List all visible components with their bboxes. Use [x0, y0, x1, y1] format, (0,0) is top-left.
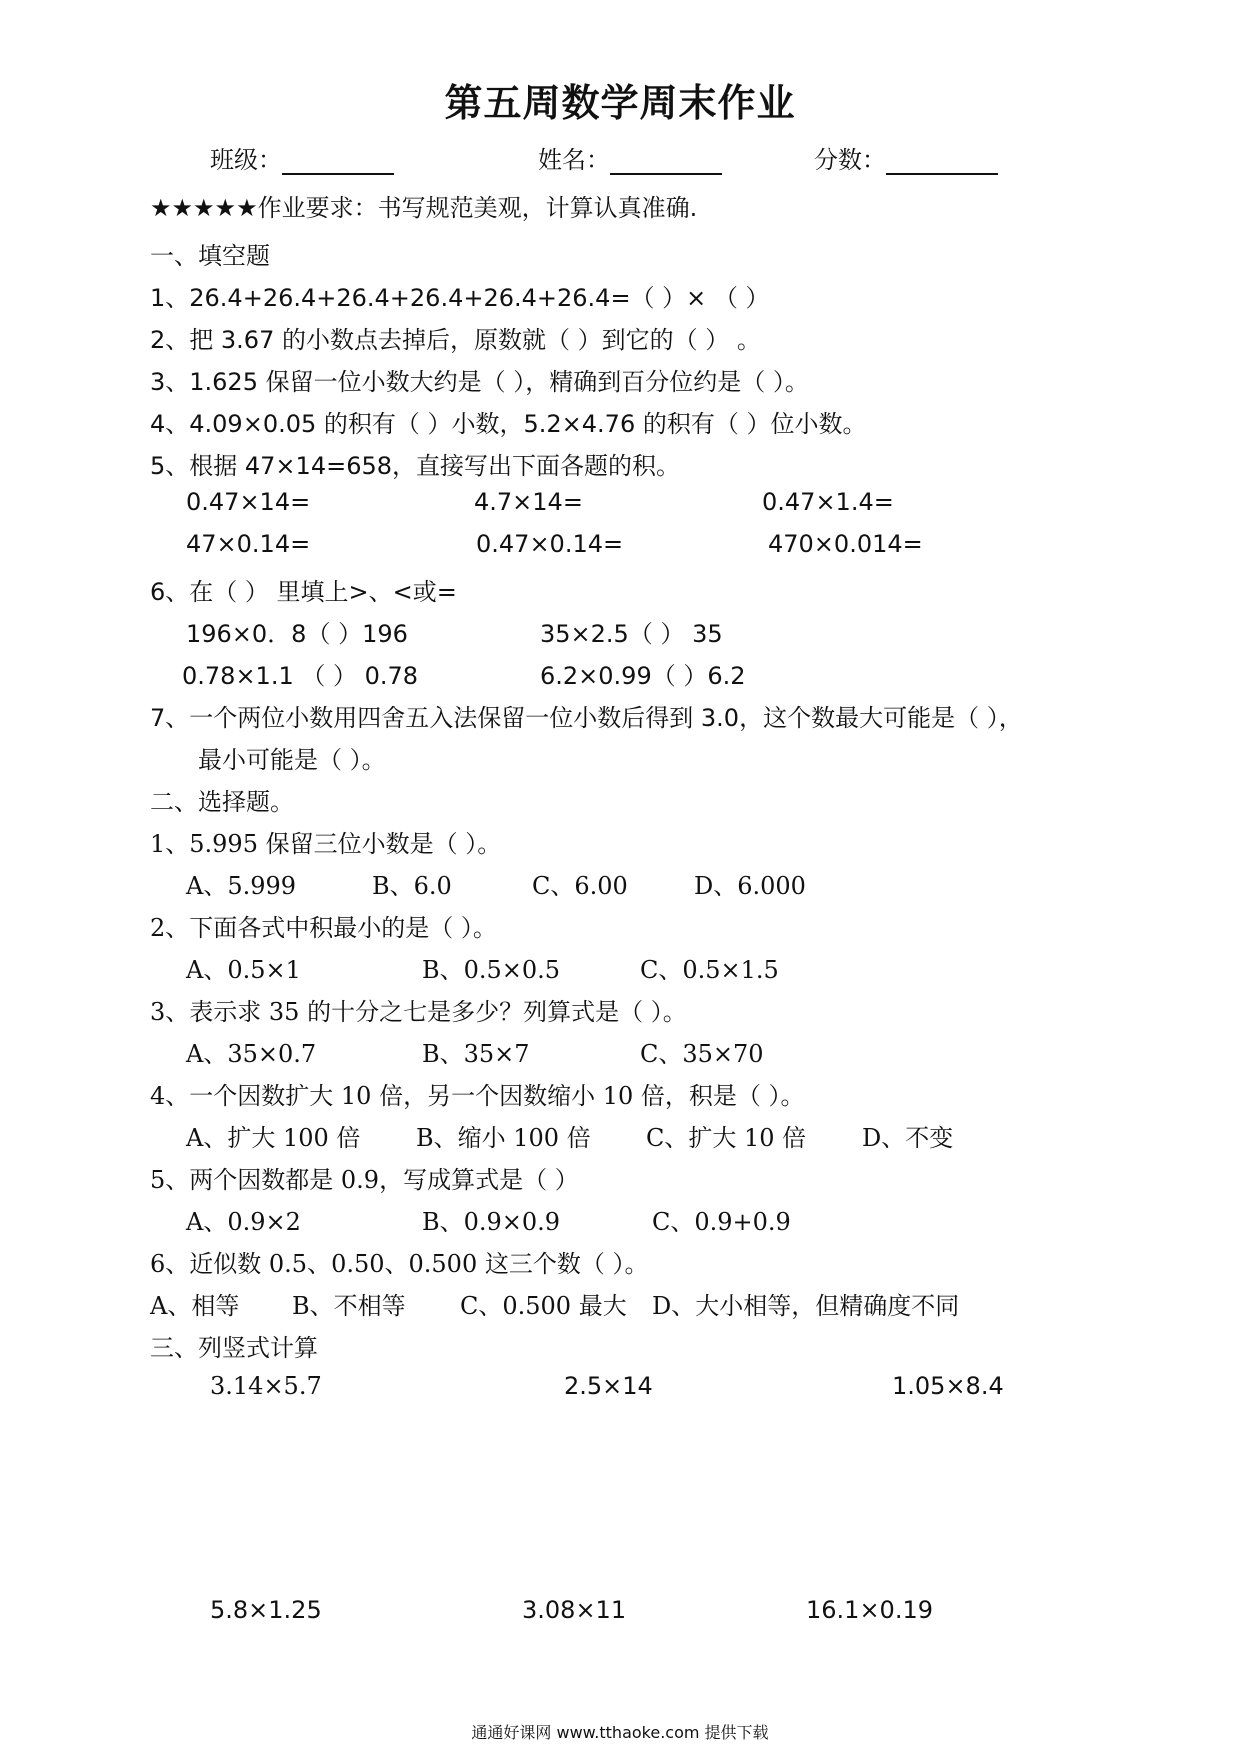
- name-blank[interactable]: [610, 147, 722, 175]
- s2-q6-option-a: A、相等: [150, 1292, 240, 1320]
- s2-q3-option-a: A、35×0.7: [186, 1040, 317, 1068]
- s1-q5-item: 47×0.14=: [186, 530, 311, 558]
- s1-question-4: 4、4.09×0.05 的积有（ ）小数，5.2×4.76 的积有（ ）位小数。: [150, 410, 867, 438]
- s2-question-5: 5、两个因数都是 0.9，写成算式是（ ）: [150, 1166, 579, 1194]
- s1-question-6: 6、在（ ） 里填上>、<或=: [150, 578, 457, 606]
- s2-question-4: 4、一个因数扩大 10 倍，另一个因数缩小 10 倍，积是（ ）。: [150, 1082, 805, 1110]
- score-blank[interactable]: [886, 147, 998, 175]
- s2-q1-option-d: D、6.000: [694, 872, 806, 900]
- s1-q5-item: 0.47×14=: [186, 488, 311, 516]
- s2-q4-option-d: D、不变: [862, 1124, 954, 1152]
- s3-calc-item: 2.5×14: [564, 1372, 653, 1400]
- s1-q5-item: 470×0.014=: [768, 530, 923, 558]
- s3-calc-item: 16.1×0.19: [806, 1596, 933, 1624]
- s2-q5-option-c: C、0.9+0.9: [652, 1208, 791, 1236]
- s3-calc-item: 1.05×8.4: [892, 1372, 1004, 1400]
- s1-q6-item: 0.78×1.1 （ ） 0.78: [182, 662, 419, 690]
- name-field: [538, 140, 722, 175]
- s1-q6-item: 6.2×0.99（ ）6.2: [540, 662, 746, 690]
- s1-q6-item: 196×0．8（ ）196: [186, 620, 408, 648]
- s2-q4-option-a: A、扩大 100 倍: [186, 1124, 361, 1152]
- s1-q5-item: 4.7×14=: [474, 488, 583, 516]
- s2-question-1: 1、5.995 保留三位小数是（ ）。: [150, 830, 502, 858]
- s2-q2-option-b: B、0.5×0.5: [422, 956, 561, 984]
- s1-q5-item: 0.47×0.14=: [476, 530, 624, 558]
- footer-text: 通通好课网 www.tthaoke.com 提供下载: [471, 1723, 769, 1742]
- s3-calc-item: 3.08×11: [522, 1596, 627, 1624]
- s2-q6-option-c: C、0.500 最大: [460, 1292, 627, 1320]
- s1-question-7-cont: 最小可能是（ ）。: [198, 746, 386, 774]
- s2-q2-option-a: A、0.5×1: [186, 956, 301, 984]
- name-label: 姓名：: [538, 146, 610, 174]
- s2-q4-option-b: B、缩小 100 倍: [416, 1124, 591, 1152]
- s1-question-2: 2、把 3.67 的小数点去掉后，原数就（ ）到它的（ ） 。: [150, 326, 761, 354]
- score-label: 分数：: [814, 146, 886, 174]
- section2-heading: 二、选择题。: [150, 788, 294, 816]
- s2-q5-option-a: A、0.9×2: [186, 1208, 301, 1236]
- s2-q3-option-c: C、35×70: [640, 1040, 764, 1068]
- s2-q4-option-c: C、扩大 10 倍: [646, 1124, 807, 1152]
- s2-question-2: 2、下面各式中积最小的是（ ）。: [150, 914, 497, 942]
- s2-q1-option-a: A、5.999: [186, 872, 297, 900]
- s2-q2-option-c: C、0.5×1.5: [640, 956, 779, 984]
- s2-question-6: 6、近似数 0.5、0.50、0.500 这三个数（ ）。: [150, 1250, 649, 1278]
- s3-calc-item: 5.8×1.25: [210, 1596, 322, 1624]
- s3-calc-item: 3.14×5.7: [210, 1372, 322, 1400]
- s2-q1-option-b: B、6.0: [372, 872, 452, 900]
- s2-q5-option-b: B、0.9×0.9: [422, 1208, 561, 1236]
- s1-q5-item: 0.47×1.4=: [762, 488, 894, 516]
- s2-q6-option-b: B、不相等: [292, 1292, 406, 1320]
- section1-heading: 一、填空题: [150, 242, 270, 270]
- s1-question-3: 3、1.625 保留一位小数大约是（ ），精确到百分位约是（ ）。: [150, 368, 809, 396]
- class-blank[interactable]: [282, 147, 394, 175]
- s2-q3-option-b: B、35×7: [422, 1040, 530, 1068]
- s1-q6-item: 35×2.5（ ） 35: [540, 620, 723, 648]
- s2-q6-option-d: D、大小相等，但精确度不同: [652, 1292, 960, 1320]
- s2-q1-option-c: C、6.00: [532, 872, 628, 900]
- page-title: 第五周数学周末作业: [444, 81, 796, 125]
- s1-question-5: 5、根据 47×14=658，直接写出下面各题的积。: [150, 452, 681, 480]
- class-label: 班级：: [210, 146, 282, 174]
- class-field: [210, 140, 394, 175]
- section3-heading: 三、列竖式计算: [150, 1334, 318, 1362]
- s2-question-3: 3、表示求 35 的十分之七是多少？列算式是（ ）。: [150, 998, 687, 1026]
- requirement-text: ★★★★★作业要求：书写规范美观，计算认真准确.: [150, 194, 698, 222]
- s1-question-1: 1、26.4+26.4+26.4+26.4+26.4+26.4=（ ）× （ ）: [150, 284, 770, 312]
- s1-question-7: 7、一个两位小数用四舍五入法保留一位小数后得到 3.0，这个数最大可能是（ ），: [150, 704, 1023, 732]
- score-field: [814, 140, 998, 175]
